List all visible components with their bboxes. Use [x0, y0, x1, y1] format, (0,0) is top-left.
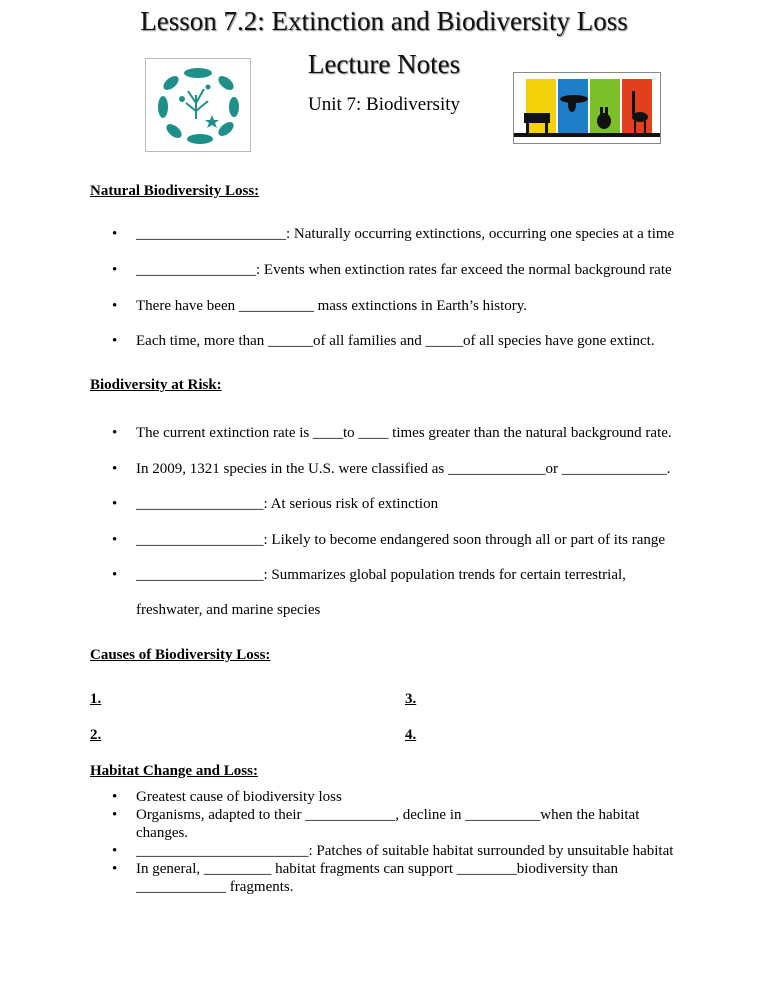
- page-title: Lesson 7.2: Extinction and Biodiversity Loss: [140, 6, 628, 36]
- cause-number-3: 3.: [405, 691, 417, 707]
- bullet-icon: •: [112, 532, 118, 548]
- section-heading-natural-loss: Natural Biodiversity Loss:: [90, 183, 260, 199]
- section-heading-at-risk: Biodiversity at Risk:: [90, 377, 222, 393]
- cause-number-2: 2.: [90, 727, 102, 743]
- bullet-icon: •: [112, 298, 118, 314]
- bullet-icon: •: [112, 333, 118, 349]
- bullet-icon: •: [112, 843, 118, 859]
- bullet-icon: •: [112, 567, 118, 583]
- cause-number-1: 1.: [90, 691, 102, 707]
- bullet-icon: •: [112, 789, 118, 805]
- biodiversity-animals-logo: [513, 72, 661, 144]
- cause-number-4: 4.: [405, 727, 417, 743]
- bullet-icon: •: [112, 262, 118, 278]
- page-subtitle: Lecture Notes: [307, 49, 461, 79]
- bullet-icon: •: [112, 496, 118, 512]
- section-heading-habitat: Habitat Change and Loss:: [90, 763, 258, 779]
- bullet-icon: •: [112, 461, 118, 477]
- list-item-continuation: ____________ fragments.: [136, 879, 294, 895]
- marine-biodiversity-logo: [145, 58, 251, 152]
- bullet-icon: •: [112, 861, 118, 877]
- bullet-icon: •: [112, 807, 118, 823]
- list-item-continuation: freshwater, and marine species: [136, 602, 321, 618]
- bullet-icon: •: [112, 226, 118, 242]
- bullet-icon: •: [112, 425, 118, 441]
- list-item-continuation: changes.: [136, 825, 189, 841]
- unit-label: Unit 7: Biodiversity: [308, 94, 460, 115]
- section-heading-causes: Causes of Biodiversity Loss:: [90, 647, 271, 663]
